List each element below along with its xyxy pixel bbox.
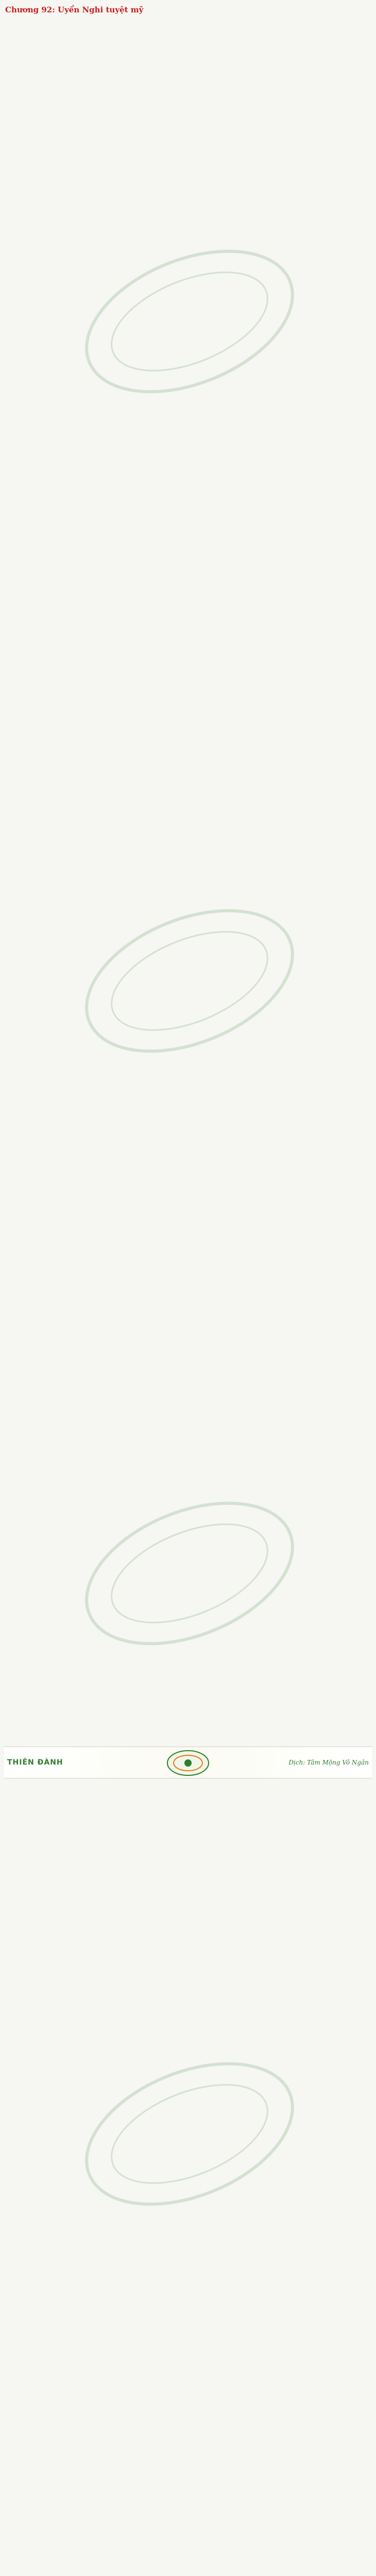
site-watermark [49, 860, 330, 1101]
chapter-body-part-2 [4, 1784, 372, 2576]
chapter-title: Chương 92: Uyển Nghi tuyệt mỹ [5, 5, 144, 14]
ebook-logo-icon [166, 1749, 210, 1777]
watermark-logo-icon [49, 1452, 330, 1694]
watermark-logo-icon [49, 2013, 330, 2255]
watermark-logo-icon [49, 200, 330, 442]
banner-left-text: THIÊN ĐÀNH [7, 1758, 63, 1767]
site-watermark [49, 1452, 330, 1694]
chapter-body-part-1 [4, 23, 372, 1743]
banner-right-text: Dịch: Tâm Mộng Vô Ngân [288, 1759, 369, 1766]
site-watermark [49, 2013, 330, 2255]
site-watermark [49, 200, 330, 442]
watermark-logo-icon [49, 860, 330, 1101]
chapter-divider-banner [4, 1747, 372, 1778]
